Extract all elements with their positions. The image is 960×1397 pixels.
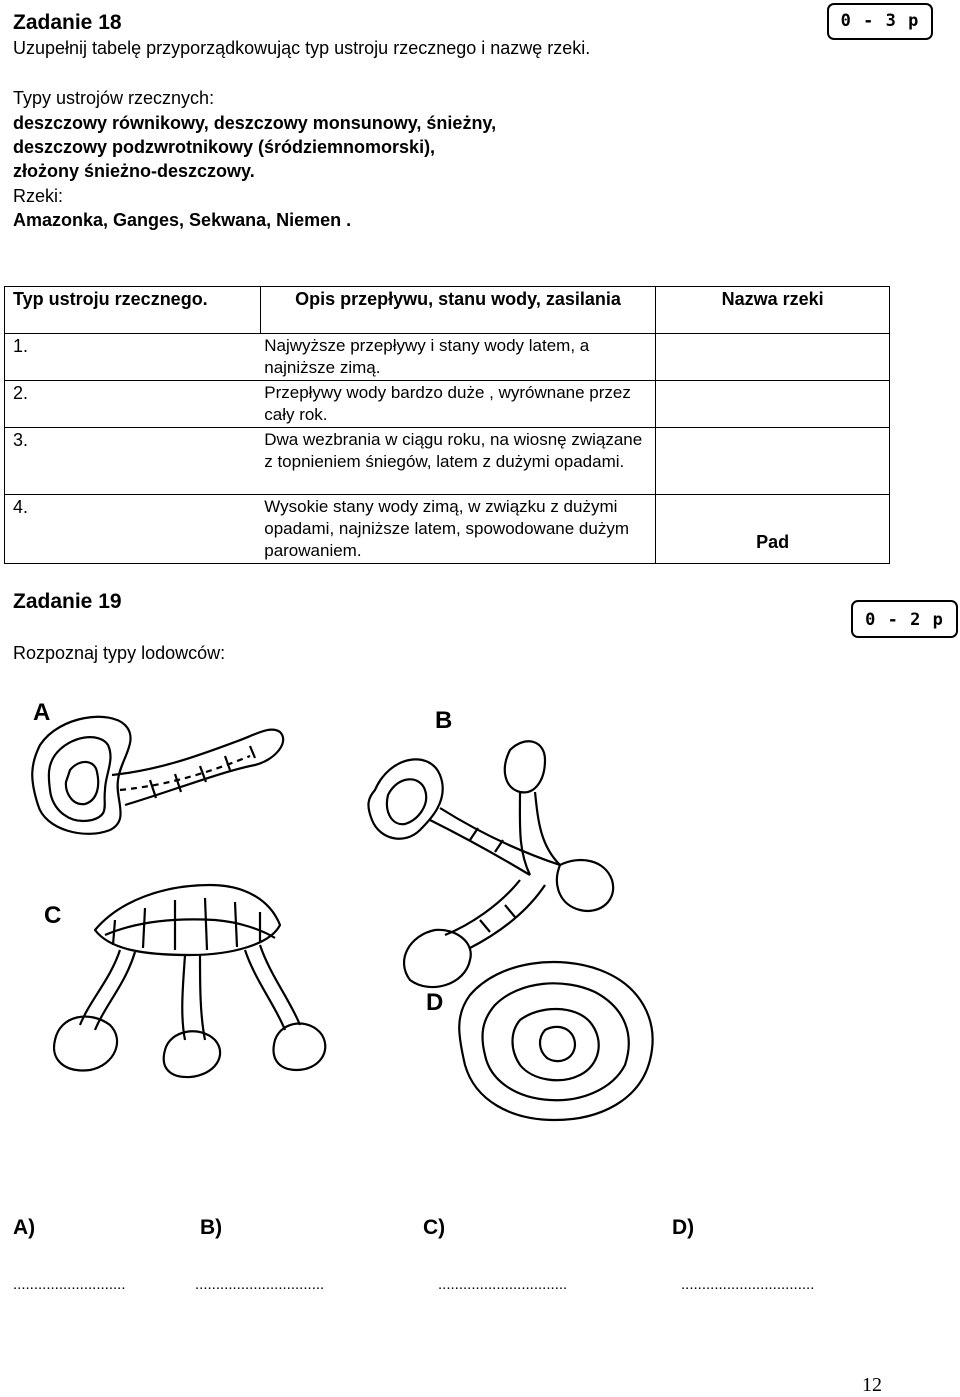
row-description: Przepływy wody bardzo duże , wyrównane przez cały rok. [260,381,656,428]
figure-label: C [44,902,62,929]
answer-label: A) [13,1216,36,1239]
row-number: 2. [5,381,261,428]
glacier-illustrations [0,680,700,1170]
table-row [5,381,890,428]
glacier-a-drawing [32,717,283,834]
types-line-2: deszczowy podzwrotnikowy (śródziemnomorski), [13,137,436,157]
col-header-type: Typ ustroju rzecznego. [5,287,261,334]
task19-score-box [851,600,958,638]
row-description: Najwyższe przepływy i stany wody latem, a najniższe zimą. [260,334,656,381]
task19-score: 0 - 2 p [865,610,944,630]
table-header-row [5,287,890,334]
row-description: Dwa wezbrania w ciągu roku, na wiosnę związane z topnieniem śniegów, latem z dużymi opadami. [260,428,656,495]
table-row [5,495,890,564]
task19-instruction: Rozpoznaj typy lodowców: [13,643,226,663]
row-number: 4. [5,495,261,564]
row-description: Wysokie stany wody zimą, w związku z dużymi opadami, najniższe latem, spowodowane dużym parowaniem. [260,495,656,564]
answer-label: C) [423,1216,446,1239]
types-line-3: złożony śnieżno-deszczowy. [13,161,255,181]
answer-blank-d[interactable]: ................................ [681,1276,815,1293]
task18-instruction: Uzupełnij tabelę przyporządkowując typ ustroju rzecznego i nazwę rzeki. [13,38,591,58]
col-header-river-name: Nazwa rzeki [656,287,890,334]
river-answer-cell[interactable]: Pad [656,495,890,564]
rivers-heading: Rzeki: [13,186,64,206]
answer-label: D) [672,1216,695,1239]
river-regime-table [4,286,890,564]
figure-label: B [435,707,453,734]
answer-label: B) [200,1216,223,1239]
answer-blank-a[interactable]: ........................... [13,1276,126,1293]
river-answer-cell[interactable] [656,334,890,381]
task18-score: 0 - 3 p [840,11,920,31]
rivers-list: Amazonka, Ganges, Sekwana, Niemen . [13,210,352,230]
row-number: 1. [5,334,261,381]
glacier-c-drawing [54,885,325,1077]
glacier-d-drawing [459,962,652,1120]
row-number: 3. [5,428,261,495]
task18-title: Zadanie 18 [13,11,122,34]
table-row [5,428,890,495]
table-row [5,334,890,381]
types-heading: Typy ustrojów rzecznych: [13,88,215,108]
answer-blank-b[interactable]: ............................... [195,1276,325,1293]
figure-label: D [426,989,444,1016]
answer-blank-c[interactable]: ............................... [438,1276,568,1293]
task18-score-box [827,3,933,40]
col-header-description: Opis przepływu, stanu wody, zasilania [260,287,656,334]
page-number: 12 [862,1374,882,1396]
types-line-1: deszczowy równikowy, deszczowy monsunowy, śnieżny, [13,113,497,133]
figure-label: A [33,699,51,726]
river-answer-cell[interactable] [656,381,890,428]
glacier-b-drawing [368,741,613,987]
river-answer-cell[interactable] [656,428,890,495]
task19-title: Zadanie 19 [13,590,122,613]
